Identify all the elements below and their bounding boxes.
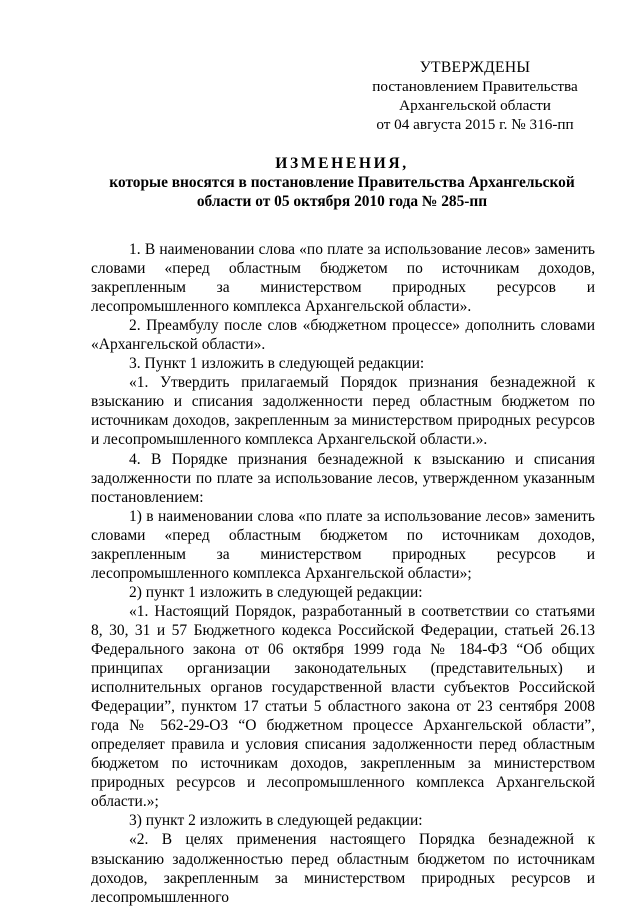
paragraph: 1) в наименовании слова «по плате за использование лесов» заменить словами «перед областным бюджетом по источникам доходов, закрепленным за министерством природных ресурсов и лесопромышленного комплекса Архангельской области»;: [91, 507, 595, 582]
approval-line-region: Архангельской области: [399, 97, 551, 114]
approval-heading: УТВЕРЖДЕНЫ: [419, 59, 531, 76]
paragraph: 3) пункт 2 изложить в следующей редакции:: [129, 812, 423, 830]
paragraph: 3. Пункт 1 изложить в следующей редакции:: [129, 355, 425, 373]
document-heading: [92, 154, 592, 211]
paragraph: «1. Настоящий Порядок, разработанный в соответствии со статьями 8, 30, 31 и 57 Бюджетного кодекса Российской Федерации, статьей 26.13 Федерального закона от 06 октября 1999 года № 184-ФЗ “Об общих принципах организации законодательных (представительных) и исполнительных органов государственной власти субъектов Российской Федерации”, пунктом 17 статьи 5 областного закона от 23 сентября 2008 года № 562-29-ОЗ “О бюджетном процессе Архангельской области”, определяет правила и условия списания задолженности перед областным бюджетом по источникам доходов, закрепленным за министерством природных ресурсов и лесопромышленного комплекса Архангельской области.»;: [91, 602, 595, 811]
paragraph: «1. Утвердить прилагаемый Порядок признания безнадежной к взысканию и списания задолженности перед областным бюджетом по источникам доходов, закрепленным за министерством природных ресурсов и лесопромышленного комплекса Архангельской области.».: [91, 374, 595, 449]
document-subtitle-line-1: которые вносятся в постановление Правительства Архангельской: [109, 174, 575, 191]
paragraph: 2) пункт 1 изложить в следующей редакции:: [129, 583, 423, 601]
approval-line-date: от 04 августа 2015 г. № 316-пп: [376, 116, 574, 133]
document-body: [91, 240, 595, 907]
approval-stamp: [340, 58, 610, 134]
paragraph: 1. В наименовании слова «по плате за использование лесов» заменить словами «перед областным бюджетом по источникам доходов, закрепленным за министерством природных ресурсов и лесопромышленного комплекса Архангельской области».: [91, 241, 595, 316]
paragraph: 4. В Порядке признания безнадежной к взысканию и списания задолженности по плате за использование лесов, утвержденном указанным постановлением:: [91, 450, 595, 506]
paragraph: 2. Преамбулу после слов «бюджетном процессе» дополнить словами «Архангельской области».: [91, 317, 595, 354]
document-title: ИЗМЕНЕНИЯ,: [275, 155, 409, 172]
paragraph: «2. В целях применения настоящего Порядка безнадежной к взысканию задолженностью перед областным бюджетом по источникам доходов, закрепленным за министерством природных ресурсов и лесопромышленного: [91, 831, 595, 906]
approval-line-decree: постановлением Правительства: [372, 78, 578, 95]
document-subtitle-line-2: области от 05 октября 2010 года № 285-пп: [196, 193, 488, 210]
